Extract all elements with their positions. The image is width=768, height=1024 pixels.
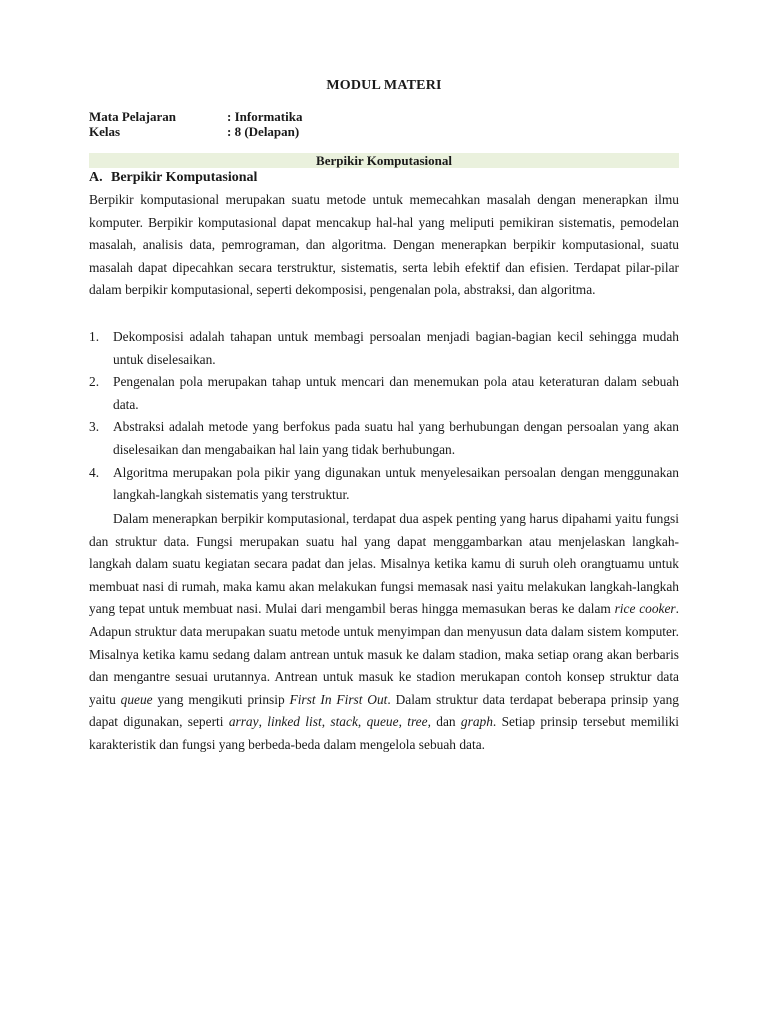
italic-term: array [228, 714, 259, 730]
closing-paragraph [89, 508, 679, 757]
meta-subject-label: Mata Pelajaran [89, 109, 177, 124]
list-item-number: 3. [89, 419, 100, 435]
closing-text: . Dalam struktur data terdapat beberapa prinsip yang dapat digunakan, seperti [89, 691, 679, 730]
list-item-text: Dekomposisi adalah tahapan untuk membagi persoalan menjadi bagian-bagian kecil sehingga mudah untuk diselesaikan. [113, 329, 679, 367]
closing-text: , [321, 714, 331, 730]
italic-term: rice cooker [614, 601, 676, 617]
italic-term: tree [407, 714, 428, 730]
list-item [89, 371, 679, 416]
closing-text: , [258, 714, 268, 730]
intro-paragraph: Berpikir komputasional merupakan suatu metode untuk memecahkan masalah dengan menerapkan ilmu komputer. Berpikir komputasional dapat mencakup hal-hal yang meliputi pemikiran sistematis, pemodelan masalah, analisis data, pemrograman, dan algoritma. Dengan menerapkan berpikir komputasional, suatu masalah dapat dipecahkan secara terstruktur, sistematis, serta lebih efektif dan efisien. Terdapat pilar-pilar dalam berpikir komputasional, seperti dekomposisi, pengenalan pola, abstraksi, dan algoritma. [89, 192, 679, 298]
topic-bar: Berpikir Komputasional [89, 153, 679, 168]
closing-text: , [398, 714, 408, 730]
italic-term: First In First Out [289, 691, 388, 707]
list-item [89, 416, 679, 461]
meta-class-label: Kelas [89, 124, 121, 139]
meta-subject-value: : Informatika [227, 109, 303, 124]
closing-text: . Setiap prinsip tersebut memiliki karakteristik dan fungsi yang berbeda-beda dalam mengelola sebuah data. [89, 714, 679, 752]
closing-text: yang mengikuti prinsip [152, 691, 290, 707]
list-item-text: Algoritma merupakan pola pikir yang digunakan untuk menyelesaikan persoalan dengan menggunakan langkah-langkah sistematis yang terstruktur. [113, 464, 679, 503]
list-item [89, 462, 679, 507]
italic-term: queue [366, 714, 399, 730]
meta-class-value: : 8 (Delapan) [227, 124, 300, 139]
closing-text: . Adapun struktur data merupakan suatu metode untuk menyimpan dan menyusun data dalam sistem komputer. Misalnya ketika kamu sedang dalam antrean untuk masuk ke dalam stadion, maka setiap orang akan berbaris dan mengantre sesuai urutannya. Antrean untuk masuk ke stadion merukapan contoh konsep struktur data yaitu [89, 601, 679, 707]
closing-text: , [357, 714, 367, 730]
section-title: Berpikir Komputasional [111, 170, 258, 185]
closing-text: , dan [427, 714, 461, 730]
list-item-text: Pengenalan pola merupakan tahap untuk mencari dan menemukan pola atau keteraturan dalam sebuah data. [113, 374, 679, 412]
pillar-list [89, 326, 679, 507]
list-item [89, 326, 679, 371]
section-heading [89, 170, 257, 186]
closing-text: Dalam menerapkan berpikir komputasional, terdapat dua aspek penting yang harus dipahami yaitu fungsi dan struktur data. Fungsi merupakan suatu hal yang dapat menggambarkan atau menjelaskan langkah-langkah dalam suatu kegiatan secara padat dan jelas. Misalnya ketika kamu di suruh oleh orangtuamu untuk membuat nasi di rumah, maka kamu akan melakukan fungsi memasak nasi yaitu melakukan langkah-langkah yang tepat untuk membuat nasi. Mulai dari mengambil beras hingga memasukan beras ke dalam [89, 511, 679, 617]
list-item-number: 1. [89, 329, 100, 344]
list-item-number: 4. [89, 464, 100, 480]
list-item-text: Abstraksi adalah metode yang berfokus pada suatu hal yang berhubungan dengan persoalan yang akan diselesaikan dan mengabaikan hal lain yang tidak berhubungan. [113, 419, 679, 457]
italic-term: graph [460, 714, 493, 730]
italic-term: stack [330, 714, 358, 730]
page-title: MODUL MATERI [326, 78, 442, 93]
list-item-number: 2. [89, 374, 100, 390]
italic-term: linked list [267, 714, 322, 730]
section-number: A. [89, 170, 103, 185]
italic-term: queue [120, 691, 153, 707]
